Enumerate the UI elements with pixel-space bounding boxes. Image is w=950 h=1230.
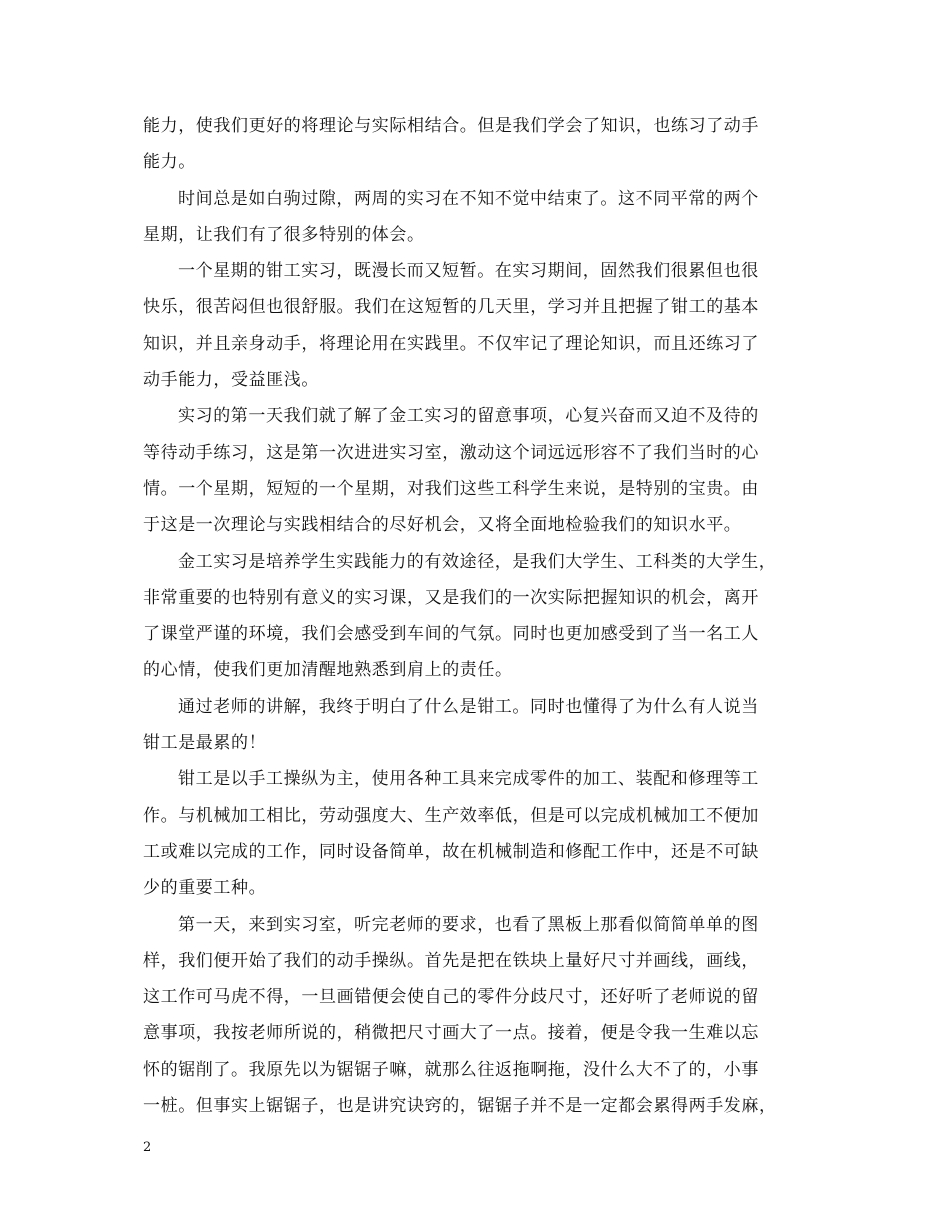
text-line: 第一天，来到实习室，听完老师的要求，也看了黑板上那看似简简单单的图: [178, 914, 759, 935]
text-line: 动手能力，受益匪浅。: [143, 370, 319, 391]
text-line: 快乐，很苦闷但也很舒服。我们在这短暂的几天里，学习并且把握了钳工的基本: [143, 297, 759, 318]
text-line: 少的重要工种。: [143, 878, 267, 899]
text-line: 能力。: [143, 152, 196, 173]
text-line: 星期，让我们有了很多特别的体会。: [143, 224, 425, 245]
text-line: 通过老师的讲解，我终于明白了什么是钳工。同时也懂得了为什么有人说当: [178, 696, 759, 717]
text-line: 实习的第一天我们就了解了金工实习的留意事项，心复兴奋而又迫不及待的: [178, 406, 759, 427]
text-line: 于这是一次理论与实践相结合的尽好机会，又将全面地检验我们的知识水平。: [143, 515, 742, 536]
text-line: 情。一个星期，短短的一个星期，对我们这些工科学生来说，是特别的宝贵。由: [143, 478, 759, 499]
text-line: 怀的锯削了。我原先以为锯锯子嘛，就那么往返拖啊拖，没什么大不了的，小事: [143, 1059, 759, 1080]
text-line: 这工作可马虎不得，一旦画错便会使自己的零件分歧尺寸，还好听了老师说的留: [143, 987, 759, 1008]
text-line: 非常重要的也特别有意义的实习课，又是我们的一次实际把握知识的机会，离开: [143, 587, 759, 608]
text-line: 意事项，我按老师所说的，稍微把尺寸画大了一点。接着，便是令我一生难以忘: [143, 1023, 759, 1044]
text-line: 等待动手练习，这是第一次进进实习室，激动这个词远远形容不了我们当时的心: [143, 442, 759, 463]
text-line: 钳工是以手工操纵为主，使用各种工具来完成零件的加工、装配和修理等工: [178, 769, 759, 790]
text-line: 一个星期的钳工实习，既漫长而又短暂。在实习期间，固然我们很累但也很: [178, 261, 759, 282]
text-line: 钳工是最累的！: [143, 733, 267, 754]
text-line: 作。与机械加工相比，劳动强度大、生产效率低，但是可以完成机械加工不便加: [143, 805, 759, 826]
text-line: 时间总是如白驹过隙，两周的实习在不知不觉中结束了。这不同平常的两个: [178, 188, 759, 209]
text-line: 金工实习是培养学生实践能力的有效途径，是我们大学生、工科类的大学生，: [178, 551, 777, 572]
text-line: 一桩。但事实上锯锯子，也是讲究诀窍的，锯锯子并不是一定都会累得两手发麻，: [143, 1096, 777, 1117]
text-line: 工或难以完成的工作，同时设备简单，故在机械制造和修配工作中，还是不可缺: [143, 841, 759, 862]
text-line: 样，我们便开始了我们的动手操纵。首先是把在铁块上量好尺寸并画线，画线，: [143, 950, 759, 971]
text-line: 了课堂严谨的环境，我们会感受到车间的气氛。同时也更加感受到了当一名工人: [143, 624, 759, 645]
text-line: 的心情，使我们更加清醒地熟悉到肩上的责任。: [143, 660, 513, 681]
text-line: 知识，并且亲身动手，将理论用在实践里。不仅牢记了理论知识，而且还练习了: [143, 333, 759, 354]
page-number: 2: [143, 1140, 152, 1155]
body-text: [143, 108, 811, 1124]
text-line: 能力，使我们更好的将理论与实际相结合。但是我们学会了知识，也练习了动手: [143, 116, 759, 136]
